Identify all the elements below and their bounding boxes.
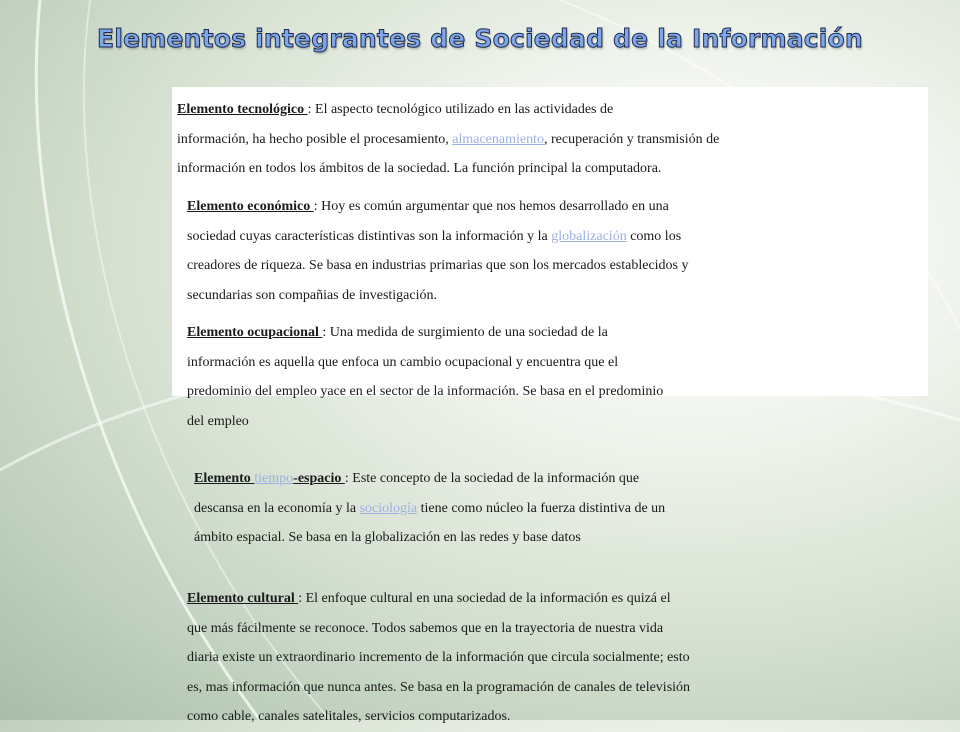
ocupacional-line-3: predominio del empleo yace en el sector de la información. Se basa en el predominio [187, 384, 664, 399]
block-tecnologico [177, 95, 719, 184]
link-globalizacion[interactable]: globalización [551, 228, 627, 244]
cultural-line-5: como cable, canales satelitales, servicios computarizados. [187, 709, 511, 724]
economico-line-3: creadores de riqueza. Se basa en industrias primarias que son los mercados establecidos y [187, 258, 689, 273]
tecnologico-line-3: información en todos los ámbitos de la sociedad. La función principal la computadora. [177, 161, 662, 176]
ocupacional-line-1 [187, 318, 663, 348]
tecnologico-line-2 [177, 125, 719, 155]
tiempo-espacio-line-2 [194, 494, 665, 524]
tecnologico-text-1: : El aspecto tecnológico utilizado en las actividades de [307, 102, 614, 117]
link-tiempo[interactable]: tiempo [254, 471, 294, 486]
link-sociologia[interactable]: sociología [359, 500, 418, 516]
economico-text-2a: sociedad cuyas características distintivas son la información y la [187, 228, 552, 244]
tiempo-espacio-text-2a: descansa en la economía y la [194, 500, 360, 516]
ocupacional-line-2: información es aquella que enfoca un cambio ocupacional y encuentra que el [187, 354, 619, 370]
block-economico [187, 192, 689, 310]
cultural-line-1 [187, 584, 690, 614]
economico-text-2b: como los [626, 228, 682, 244]
tecnologico-text-2a: información, ha hecho posible el procesamiento, [177, 131, 453, 147]
ocupacional-heading: Elemento ocupacional [187, 325, 323, 340]
cultural-line-3: diaria existe un extraordinario incremento de la información que circula socialmente; esto [187, 650, 690, 665]
ocupacional-text-1: : Una medida de surgimiento de una sociedad de la [322, 325, 608, 340]
block-ocupacional [187, 318, 663, 436]
tecnologico-text-2b: , recuperación y transmisión de [543, 131, 720, 147]
tecnologico-heading: Elemento tecnológico [177, 102, 308, 117]
block-tiempo-espacio [194, 464, 665, 553]
tiempo-espacio-line-1 [194, 464, 665, 494]
tiempo-espacio-heading-a: Elemento [194, 471, 255, 486]
slide-title: Elementos integrantes de Sociedad de la Información [97, 24, 863, 53]
tiempo-espacio-line-3: ámbito espacial. Se basa en la globalización en las redes y base datos [194, 530, 581, 545]
cultural-heading: Elemento cultural [187, 591, 299, 606]
cultural-line-2: que más fácilmente se reconoce. Todos sabemos que en la trayectoria de nuestra vida [187, 620, 664, 636]
tiempo-espacio-heading-b: -espacio [293, 471, 345, 486]
link-almacenamiento[interactable]: almacenamiento [452, 131, 544, 147]
cultural-text-1: : El enfoque cultural en una sociedad de la información es quizá el [298, 591, 671, 606]
tiempo-espacio-text-1: : Este concepto de la sociedad de la información que [344, 471, 640, 486]
economico-heading: Elemento económico [187, 199, 314, 214]
tecnologico-line-1 [177, 95, 719, 125]
ocupacional-line-4: del empleo [187, 413, 249, 429]
economico-line-1 [187, 192, 689, 222]
economico-text-1: : Hoy es común argumentar que nos hemos desarrollado en una [313, 199, 669, 214]
tiempo-espacio-text-2b: tiene como núcleo la fuerza distintiva de un [417, 500, 666, 516]
economico-line-2 [187, 222, 689, 252]
block-cultural [187, 584, 690, 732]
economico-line-4: secundarias son compañias de investigación. [187, 287, 437, 303]
cultural-line-4: es, mas información que nunca antes. Se basa en la programación de canales de televisión [187, 679, 691, 695]
